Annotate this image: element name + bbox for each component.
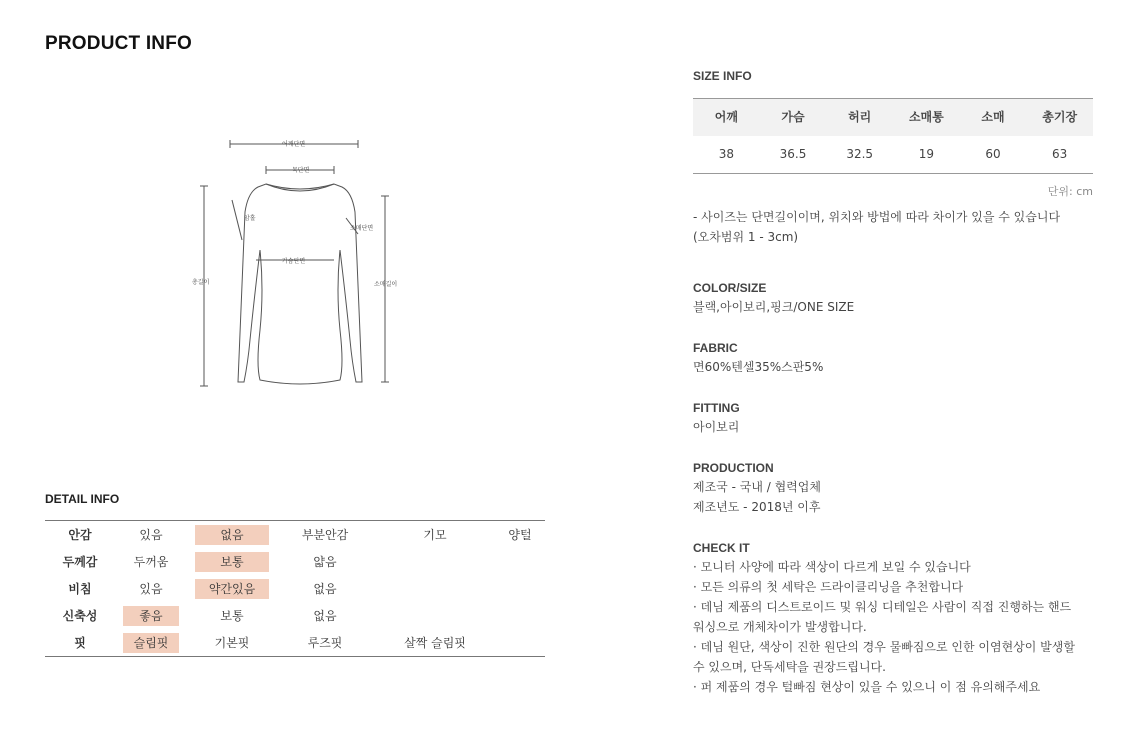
- size-header-cell: 소매통: [908, 110, 944, 124]
- size-header-cell: 허리: [848, 110, 872, 124]
- detail-option: 루즈핏: [307, 636, 343, 650]
- armhole-label: 암홀: [244, 215, 256, 222]
- size-info-title: SIZE INFO: [693, 69, 752, 83]
- section-line: 제조국 - 국내 / 협력업체: [693, 480, 821, 494]
- section-line: 제조년도 - 2018년 이후: [693, 500, 821, 514]
- detail-info-title: DETAIL INFO: [45, 492, 120, 506]
- size-table-row: [693, 136, 1093, 173]
- detail-option: 양털: [508, 528, 532, 542]
- size-header-cell: 소매: [981, 110, 1005, 124]
- detail-option: 두꺼움: [133, 555, 169, 569]
- section-line: · 데님 제품의 디스트로이드 및 워싱 디테일은 사람이 직접 진행하는 핸드: [693, 600, 1072, 614]
- section-line: · 모든 의류의 첫 세탁은 드라이클리닝을 추천합니다: [693, 580, 964, 594]
- size-value-cell: 63: [1052, 147, 1068, 161]
- section-title: FITTING: [693, 401, 740, 415]
- page-title: PRODUCT INFO: [45, 33, 193, 54]
- detail-row-label: 안감: [68, 528, 92, 542]
- shoulder-label: 어깨단면: [282, 141, 306, 148]
- detail-row-label: 신축성: [62, 609, 98, 623]
- detail-option-selected: 약간있음: [195, 579, 269, 599]
- detail-option: 보통: [220, 609, 244, 623]
- detail-option: 기모: [423, 528, 447, 542]
- detail-option: 얇음: [313, 555, 337, 569]
- total-length-label: 총길이: [192, 279, 210, 286]
- chest-label: 가슴단면: [282, 258, 306, 265]
- detail-option: 부분안감: [301, 528, 349, 542]
- sleeve-width-label: 소매단면: [350, 225, 374, 232]
- size-table: [693, 98, 1093, 174]
- size-note-2: (오차범위 1 - 3cm): [693, 230, 799, 244]
- size-value-cell: 36.5: [779, 147, 807, 161]
- section-title: CHECK IT: [693, 541, 750, 555]
- detail-row: [45, 575, 545, 602]
- detail-row: [45, 521, 545, 548]
- detail-row: [45, 602, 545, 629]
- size-header-cell: 어깨: [714, 110, 738, 124]
- garment-sketch: [180, 130, 420, 400]
- section-line: 블랙,아이보리,핑크/ONE SIZE: [693, 300, 855, 314]
- section-title: COLOR/SIZE: [693, 281, 767, 295]
- detail-option: 없음: [313, 582, 337, 596]
- size-value-cell: 19: [918, 147, 934, 161]
- section-line: · 데님 원단, 색상이 진한 원단의 경우 물빠짐으로 인한 이염현상이 발생할: [693, 640, 1075, 654]
- section-line: 아이보리: [693, 420, 740, 434]
- sleeve-length-label: 소매길이: [374, 281, 398, 288]
- neck-label: 목단면: [292, 167, 310, 174]
- detail-option-selected: 보통: [195, 552, 269, 572]
- size-value-cell: 32.5: [846, 147, 874, 161]
- size-value-cell: 38: [718, 147, 734, 161]
- size-value-cell: 60: [985, 147, 1001, 161]
- section-line: 면60%텐셀35%스판5%: [693, 360, 824, 374]
- section-title: PRODUCTION: [693, 461, 774, 475]
- section-title: FABRIC: [693, 341, 738, 355]
- detail-option: 기본핏: [214, 636, 250, 650]
- detail-option: 있음: [139, 528, 163, 542]
- section-line: · 모니터 사양에 따라 색상이 다르게 보일 수 있습니다: [693, 560, 971, 574]
- detail-row-label: 두께감: [62, 555, 98, 569]
- size-unit: 단위: cm: [1047, 185, 1093, 198]
- size-note-1: - 사이즈는 단면길이이며, 위치와 방법에 따라 차이가 있을 수 있습니다: [693, 210, 1061, 224]
- detail-row: [45, 629, 545, 656]
- section-line: 워싱으로 개체차이가 발생합니다.: [693, 620, 867, 634]
- detail-info-table: [45, 520, 545, 657]
- garment-measurement-diagram: [180, 130, 420, 400]
- detail-row: [45, 548, 545, 575]
- section-line: · 퍼 제품의 경우 털빠짐 현상이 있을 수 있으니 이 점 유의해주세요: [693, 680, 1041, 694]
- detail-option-selected: 좋음: [123, 606, 179, 626]
- detail-option-selected: 슬림핏: [123, 633, 179, 653]
- detail-option: 없음: [313, 609, 337, 623]
- detail-option: 있음: [139, 582, 163, 596]
- detail-option-selected: 없음: [195, 525, 269, 545]
- size-header-cell: 가슴: [781, 110, 805, 124]
- size-table-header: [693, 99, 1093, 136]
- detail-row-label: 핏: [74, 636, 86, 650]
- detail-option: 살짝 슬림핏: [404, 636, 466, 650]
- detail-row-label: 비침: [68, 582, 92, 596]
- size-header-cell: 총기장: [1042, 110, 1078, 124]
- section-line: 수 있으며, 단독세탁을 권장드립니다.: [693, 660, 886, 674]
